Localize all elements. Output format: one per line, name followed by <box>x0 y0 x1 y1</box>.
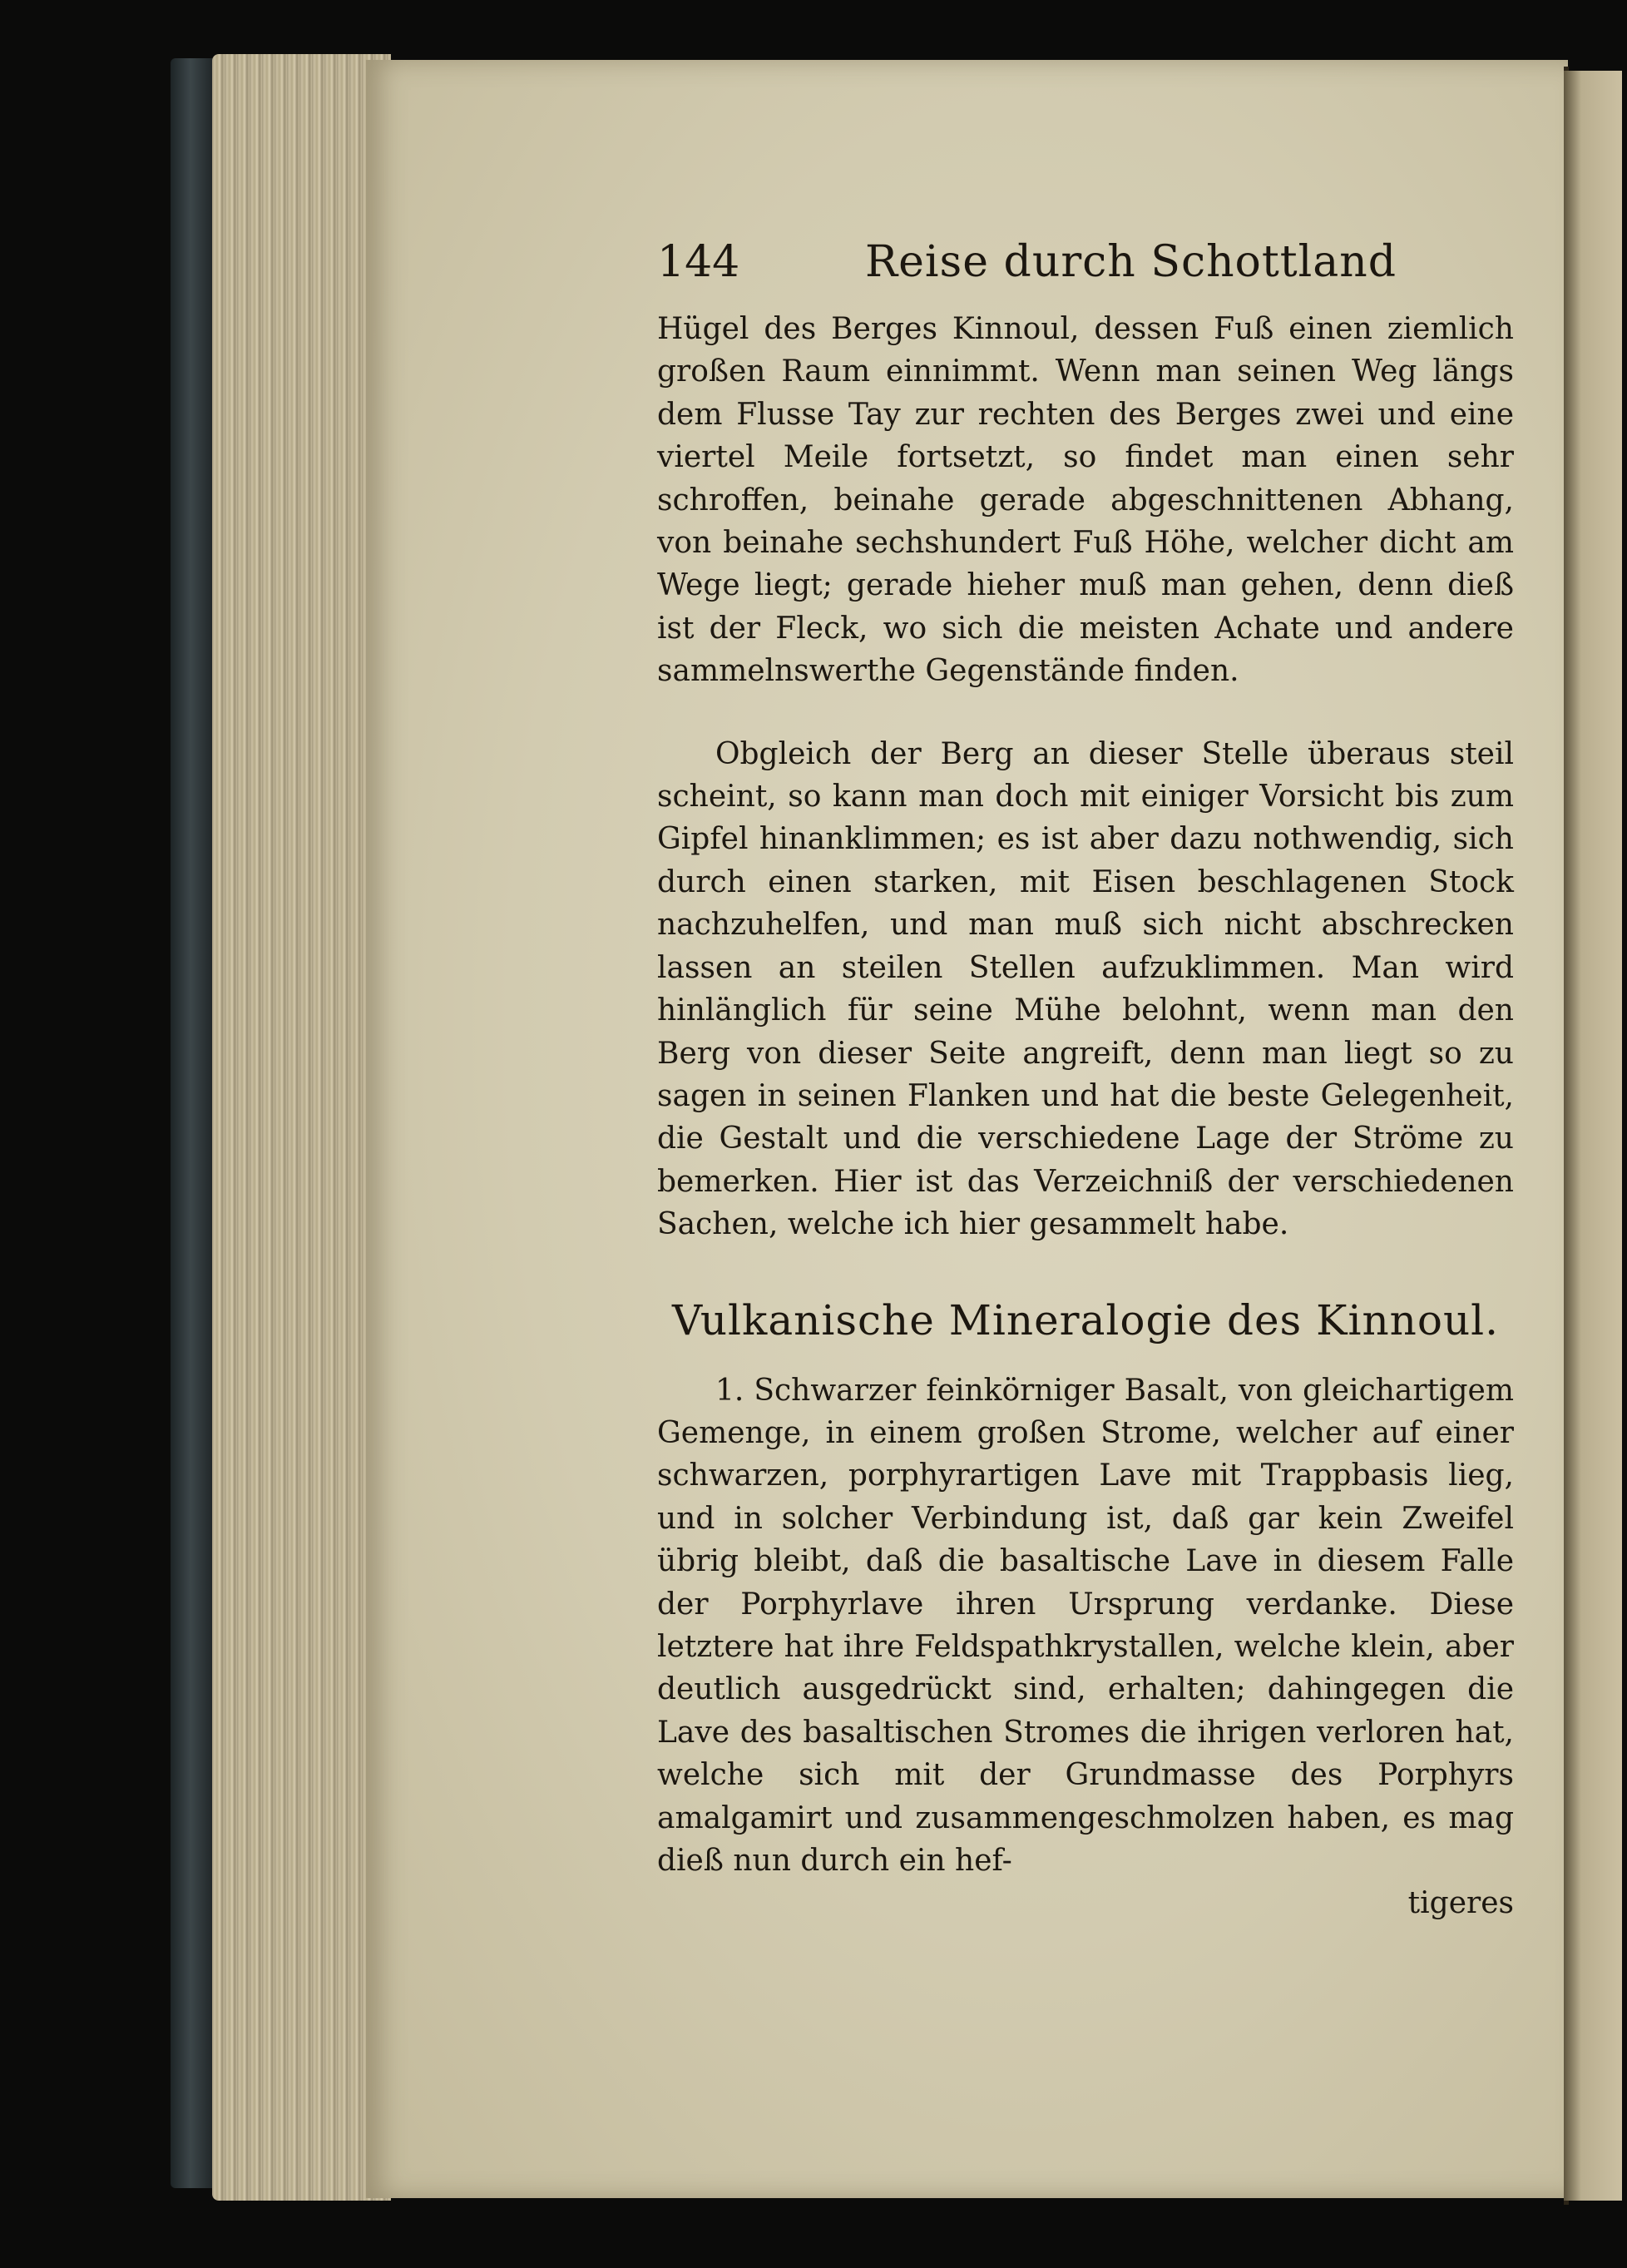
facing-page-edge <box>1564 71 1622 2201</box>
page-edges <box>212 54 391 2201</box>
numbered-item: 1. Schwarzer feinkörniger Basalt, von gleichartigem Gemenge, in einem großen Strome, welcher auf einer schwarzen, porphyrartigen Lave mit Trappbasis lieg, und in solcher Verbindung ist, daß gar kein Zweifel übrig bleibt, daß die basaltische Lave in diesem Falle der Porphyrlave ihren Ursprung verdanke. Diese letztere hat ihre Feldspathkrystallen, welche klein, aber deutlich ausgedrückt sind, erhalten; dahingegen die Lave des basaltischen Stromes die ihrigen verloren hat, welche sich mit der Grundmasse des Porphyrs amalgamirt und zusammengeschmolzen haben, es mag dieß nun durch ein hef- <box>657 1373 1514 1878</box>
running-head <box>657 229 1514 308</box>
paragraph: Hügel des Berges Kinnoul, dessen Fuß einen ziemlich großen Raum einnimmt. Wenn man seinen Weg längs dem Flusse Tay zur rechten des Berges zwei und eine viertel Meile fortsetzt, so findet man einen sehr schroffen, beinahe gerade abgeschnittenen Abhang, von beinahe sechshundert Fuß Höhe, welcher dicht am Wege liegt; gerade hieher muß man gehen, denn dieß ist der Fleck, wo sich die meisten Achate und andere sammelnswerthe Gegenstände finden. <box>657 312 1514 689</box>
section-heading: Vulkanische Mineralogie des Kinnoul. <box>671 1295 1500 1344</box>
paragraph: Obgleich der Berg an dieser Stelle überaus steil scheint, so kann man doch mit einiger Vorsicht bis zum Gipfel hinanklimmen; es ist aber dazu nothwendig, sich durch einen starken, mit Eisen beschlagenen Stock nachzuhelfen, und man muß sich nicht abschrecken lassen an steilen Stellen aufzuklimmen. Man wird hinlänglich für seine Mühe belohnt, wenn man den Berg von dieser Seite angreift, denn man liegt so zu sagen in seinen Flanken und hat die beste Gelegenheit, die Gestalt und die verschiedene Lage der Ströme zu bemerken. Hier ist das Verzeichniß der verschiedenen Sachen, welche ich hier gesammelt habe. <box>657 736 1514 1242</box>
page-text <box>657 229 1514 1924</box>
catchword: tigeres <box>1407 1886 1514 1921</box>
page-number: 144 <box>657 237 740 287</box>
running-title: Reise durch Schottland <box>865 237 1397 287</box>
